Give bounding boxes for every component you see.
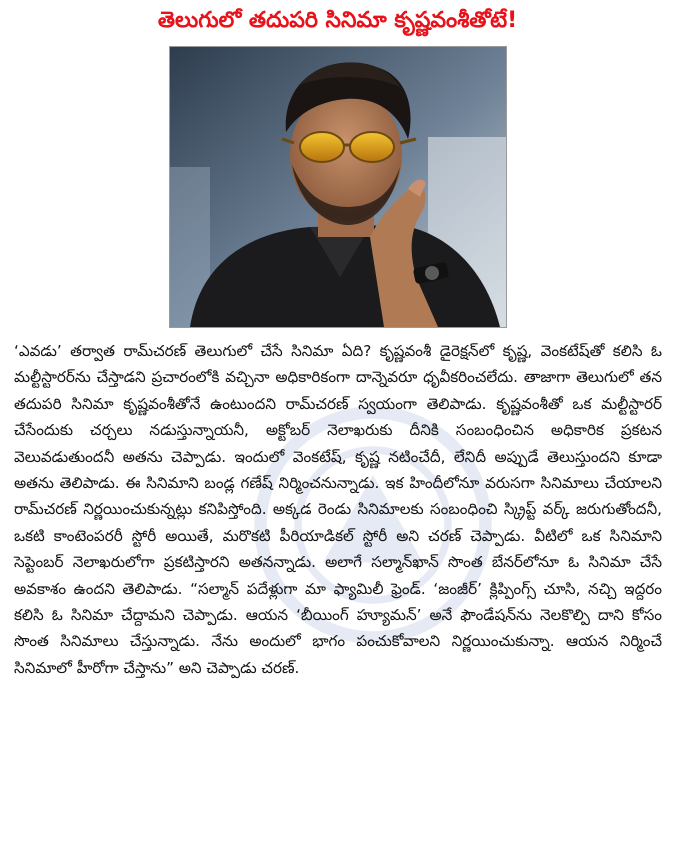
article-body (14, 338, 662, 681)
article-photo (169, 46, 507, 328)
portrait-photo-icon (170, 47, 506, 327)
article-headline: తెలుగులో తదుపరి సినిమా కృష్ణవంశీతోటే! (157, 8, 518, 33)
article-paragraph: ‘ఎవడు’ తర్వాత రామ్‌చరణ్ తెలుగులో చేసే సినిమా ఏది? కృష్ణవంశీ డైరెక్షన్‌లో కృష్ణ, వెంకటేష్‌తో కలిసి ఓ మల్టీస్టారర్‌ను చేస్తాడని ప్రచారంలోకి వచ్చినా అధికారికంగా దాన్నెవరూ ధృవీకరించలేదు. తాజాగా తెలుగులో తన తదుపరి సినిమా కృష్ణవంశీతోనే ఉంటుందని రామ్‌చరణ్ స్వయంగా తెలిపాడు. కృష్ణవంశీతో ఒక మల్టీస్టారర్ చేసేందుకు చర్చలు నడుస్తున్నాయనీ, అక్టోబర్ నెలాఖరుకు దీనికి సంబంధించిన అధికారిక ప్రకటన వెలువడుతుందనీ అతను చెప్పాడు. ఇందులో వెంకటేష్, కృష్ణ నటించేదీ, లేనిదీ అప్పుడే తెలుస్తుందని కూడా అతను తెలిపాడు. ఈ సినిమాని బండ్ల గణేష్ నిర్మించనున్నాడు. ఇక హిందీలోనూ వరుసగా సినిమాలు చేయాలని రామ్‌చరణ్ నిర్ణయించుకున్నట్లు కనిపిస్తోంది. అక్కడ రెండు సినిమాలకు సంబంధించి స్క్రిప్ట్ వర్క్ జరుగుతోందనీ, ఒకటి కాంటెంపరరీ స్టోరీ అయితే, మరొకటి పీరియాడికల్ స్టోరీ అని చరణ్ చెప్పాడు. వీటిలో ఒక సినిమాని సెప్టెంబర్ నెలాఖరులోగా ప్రకటిస్తారని అతనన్నాడు. అలాగే సల్మాన్‌ఖాన్ సొంత బేనర్‌లోనూ ఓ సినిమా చేసే అవకాశం ఉందని తెలిపాడు. “సల్మాన్ పదేళ్లుగా మా ఫ్యామిలీ ఫ్రెండ్. ‘జంజీర్’ క్లిప్పింగ్స్ చూసి, నచ్చి ఇద్దరం కలిసి ఓ సినిమా చేద్దామని చెప్పాడు. ఆయన ‘బీయింగ్ హ్యూమన్’ అనే ఫౌండేషన్‌ను నెలకొల్పి దాని కోసం సొంత సినిమాలు చేస్తున్నాడు. నేను అందులో భాగం పంచుకోవాలని నిర్ణయించుకున్నా. ఆయన నిర్మించే సినిమాలో హీరోగా చేస్తాను” అని చెప్పాడు చరణ్. (14, 342, 662, 677)
